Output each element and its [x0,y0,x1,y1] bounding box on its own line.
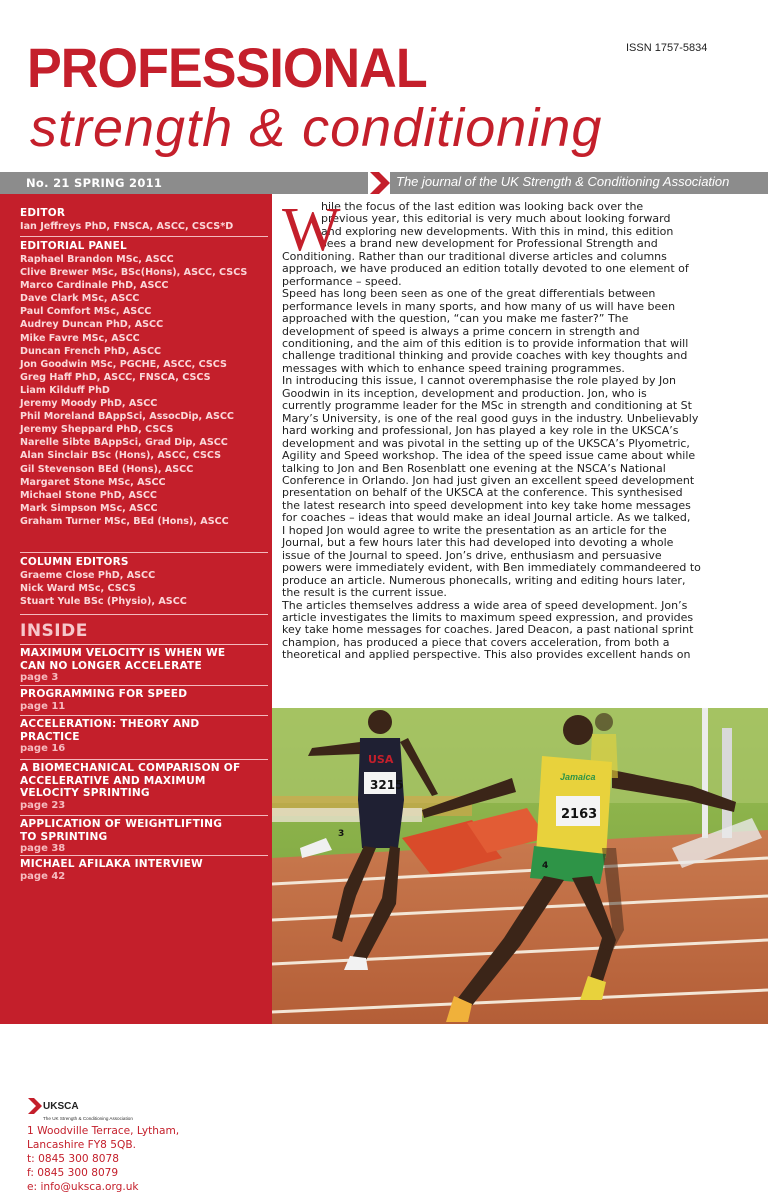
toc-title: CAN NO LONGER ACCELERATE [20,659,202,672]
article-line: Speed has long been seen as one of the great differentials between [282,287,656,301]
panel-member: Marco Cardinale PhD, ASCC [20,280,169,292]
panel-member: Raphael Brandon MSc, ASCC [20,254,174,265]
article-line: produce an article. Numerous phonecalls, writing and editing hours later, [282,573,686,587]
panel-member: Gil Stevenson BEd (Hons), ASCC [20,463,194,475]
article-line: challenge traditional thinking and provide coaches with key thoughts and [282,349,688,363]
toc-page-number: page 11 [20,700,66,712]
panel-member: Phil Moreland BAppSci, AssocDip, ASCC [20,411,234,423]
divider [20,815,268,816]
article-line: previous year, this editorial is very much about looking forward [321,212,671,226]
toc-title: PRACTICE [20,730,80,743]
editor-heading: EDITOR [20,207,66,219]
toc-title: PROGRAMMING FOR SPEED [20,688,188,700]
article-line: Goodwin in its inception, development and production. Jon, who is [282,386,647,400]
divider [20,236,268,237]
article-line: performance – speed. [282,274,402,288]
toc-item[interactable] [20,718,268,755]
panel-member: Mark Simpson MSc, ASCC [20,502,158,514]
article-line: and exploring new developments. With this in mind, this edition [321,224,674,238]
panel-member: Jeremy Moody PhD, ASCC [20,398,158,410]
toc-item[interactable] [20,858,268,883]
toc-title: ACCELERATIVE AND MAXIMUM [20,774,206,787]
article-line: article investigates the limits to maximum speed expression, and provides [282,610,694,624]
toc-page-number: page 16 [20,743,66,754]
panel-member: Michael Stone PhD, ASCC [20,489,157,501]
panel-member: Dave Clark MSc, ASCC [20,293,140,305]
panel-member: Alan Sinclair BSc (Hons), ASCC, CSCS [20,450,222,462]
address-line: e: info@uksca.org.uk [27,1181,139,1194]
article-line: approached with the question, “can you make me faster?” The [282,312,629,326]
bib-right: 2163 [561,807,598,822]
magazine-subtitle: strength & conditioning [30,98,603,158]
journal-tagline: The journal of the UK Strength & Conditioning Association [396,174,730,189]
divider [20,855,268,856]
sprint-finish-image [272,708,768,1024]
article-line: issue of the Journal to speed. Jon’s drive, enthusiasm and persuasive [282,548,662,562]
panel-member: Audrey Duncan PhD, ASCC [20,319,164,331]
panel-member: Narelle Sibte BAppSci, Grad Dip, ASCC [20,437,228,449]
article-line: performance levels in many sports, and how many of us will have been [282,299,676,313]
toc-title: MICHAEL AFILAKA INTERVIEW [20,858,203,870]
article-line: Agility and Speed workshop. The idea of the speed issue came about while [282,449,696,463]
column-editors-section [20,556,268,608]
article-line: conditioning, and the aim of this edition is to provide information that will [282,336,689,350]
column-editors-heading: COLUMN EDITORS [20,556,129,568]
column-editor: Stuart Yule BSc (Physio), ASCC [20,596,187,608]
article-line: The articles themselves address a wide area of speed development. Jon’s [282,598,688,612]
article-line: presentation on behalf of the UKSCA at the conference. This synthesised [282,486,683,500]
magazine-title: PROFESSIONAL [27,36,427,99]
vest-left: USA [368,753,394,766]
toc-page-number: page 23 [20,799,66,811]
article-line: Conference in Orlando. Jon had just given an excellent speed development [282,473,695,487]
chevron-right-icon [368,172,390,194]
toc-title: APPLICATION OF WEIGHTLIFTING [20,818,223,830]
toc-page-number: page 38 [20,843,66,854]
divider [20,552,268,553]
address-line: 1 Woodville Terrace, Lytham, [27,1125,180,1137]
inside-heading: INSIDE [20,621,88,641]
divider [20,759,268,760]
article-line: Mary’s University, is one of the real good guys in the industry. Unbelievably [282,411,699,425]
article-line: development and was pivotal in the setting up of the UKSCA’s Plyometric, [282,436,690,450]
panel-heading: EDITORIAL PANEL [20,240,127,252]
panel-member: Mike Favre MSc, ASCC [20,332,140,344]
issue-bar [0,172,768,194]
toc-page-number: page 3 [20,672,59,683]
panel-member: Jon Goodwin MSc, PGCHE, ASCC, CSCS [20,358,227,370]
address-text [27,1124,179,1194]
column-editor: Graeme Close PhD, ASCC [20,570,156,581]
article-body [282,196,722,662]
panel-member: Clive Brewer MSc, BSc(Hons), ASCC, CSCS [20,267,248,279]
panel-member: Jeremy Sheppard PhD, CSCS [20,424,174,436]
article-line: In introducing this issue, I cannot overemphasise the role played by Jon [282,374,677,388]
masthead [0,0,768,172]
panel-member: Greg Haff PhD, ASCC, FNSCA, CSCS [20,371,211,383]
article-line: development of speed is always a prime concern in strength and [282,324,640,338]
divider [20,614,268,615]
column-editors-list [20,569,268,608]
toc-item[interactable] [20,688,268,713]
toc-page-number: page 42 [20,870,66,882]
divider [20,644,268,645]
bib-small: 3 [338,829,345,839]
address-box [20,1090,260,1204]
article-line: hile the focus of the last edition was looking back over the [321,200,644,213]
toc-title: ACCELERATION: THEORY AND [20,718,200,730]
editor-name: Ian Jeffreys PhD, FNSCA, ASCC, CSCS*D [20,221,234,232]
article-line: sees a brand new development for Professional Strength and [321,237,658,251]
article-line: currently programme leader for the MSc in strength and conditioning at St [282,399,692,413]
bib-small-2: 4 [542,861,549,871]
drop-cap: W [282,196,341,264]
article-line: talking to Jon and Ben Rosenblatt one evening at the NSCA’s National [282,461,666,475]
editorial-panel-section [20,240,268,528]
column-editor: Nick Ward MSc, CSCS [20,583,136,595]
article-line: messages with which to enhance speed training programmes. [282,361,625,375]
article-line: theoretical and applied perspective. This also provides excellent hands on [282,648,691,662]
article-line: for coaches – ideas that would make an ideal Journal article. As we talked, [282,511,691,525]
article-line: the latest research into speed development into key take home messages [282,498,691,512]
article-line: the result is the current issue. [282,586,447,600]
toc-title: A BIOMECHANICAL COMPARISON OF [20,762,241,774]
uksca-logo [28,1096,168,1126]
divider [20,685,268,686]
issue-label: No. 21 SPRING 2011 [26,176,163,190]
article-line: Conditioning. Rather than our traditional diverse articles and columns [282,249,667,263]
article-line: approach, we have produced an edition totally devoted to one element of [282,262,689,276]
toc-title: MAXIMUM VELOCITY IS WHEN WE [20,647,226,659]
editor-section [20,207,268,233]
sprinters-photo [272,708,768,1024]
article-line: key take home messages for coaches. Jared Deacon, a past national sprint [282,623,694,637]
panel-member: Paul Comfort MSc, ASCC [20,306,152,318]
panel-list [20,253,268,528]
address-line: f: 0845 300 8079 [27,1167,119,1180]
toc-item[interactable] [20,818,268,855]
article-line: powers were immediately evident, with Ben immediately commandeered to [282,561,701,575]
divider [20,715,268,716]
svg-text:The UK Strength & Conditioning: The UK Strength & Conditioning Association [43,1116,133,1121]
address-line: t: 0845 300 8078 [27,1153,119,1166]
bib-left: 3215 [370,778,404,792]
vest-right: Jamaica [560,772,596,782]
toc-item[interactable] [20,762,268,812]
toc-title: VELOCITY SPRINTING [20,787,150,799]
panel-member: Duncan French PhD, ASCC [20,345,162,357]
toc-item[interactable] [20,647,268,684]
address-line: Lancashire FY8 5QB. [27,1139,136,1152]
panel-member: Liam Kilduff PhD [20,384,110,396]
issn-number: ISSN 1757-5834 [626,42,708,54]
article-line: hard working and professional, Jon has played a key role in the UKSCA’s [282,424,679,438]
editorial-article [282,196,722,662]
panel-member: Graham Turner MSc, BEd (Hons), ASCC [20,515,229,527]
article-line: champion, has produced a piece that covers acceleration, from both a [282,635,670,649]
toc-title: TO SPRINTING [20,830,108,843]
article-line: Journal, but a few hours later this had developed into devoting a whole [282,536,674,550]
panel-member: Margaret Stone MSc, ASCC [20,476,166,488]
svg-text:UKSCA: UKSCA [43,1101,79,1112]
sidebar [0,194,272,1194]
article-line: I hoped Jon would agree to write the presentation as an article for the [282,523,667,537]
